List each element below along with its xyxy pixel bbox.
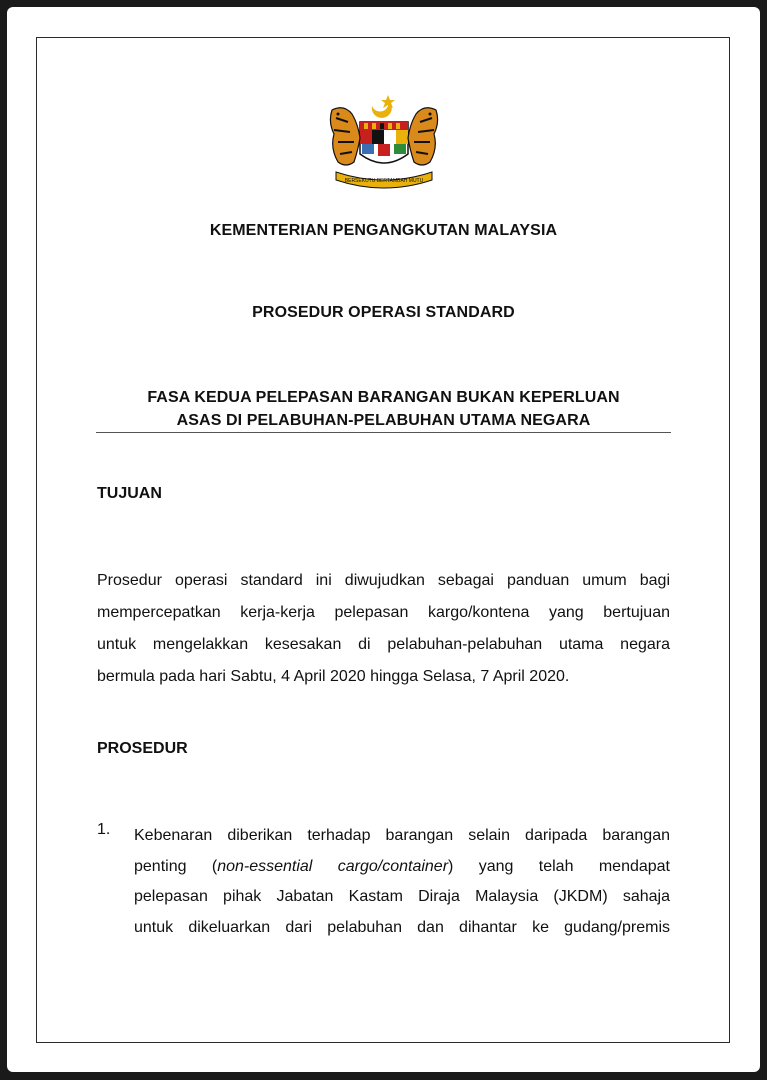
purpose-line: Prosedur operasi standard ini diwujudkan sebagai panduan umum bagi [97, 572, 670, 589]
coat-of-arms-icon [318, 92, 450, 192]
purpose-line: bermula pada hari Sabtu, 4 April 2020 hingga Selasa, 7 April 2020. [97, 668, 570, 685]
purpose-line: untuk mengelakkan kesesakan di pelabuhan-pelabuhan utama negara [97, 636, 670, 653]
list-item-text [134, 821, 670, 943]
section-heading-procedure: PROSEDUR [97, 740, 188, 757]
list-item-number: 1. [97, 821, 111, 838]
list-item-line: untuk dikeluarkan dari pelabuhan dan dihantar ke gudang/premis [134, 918, 670, 936]
svg-text:BERSEKUTU BERTAMBAH MUTU: BERSEKUTU BERTAMBAH MUTU [344, 178, 424, 184]
list-item-line-pre: penting ( [134, 857, 218, 875]
list-item-line: pelepasan pihak Jabatan Kastam Diraja Malaysia (JKDM) sahaja [134, 888, 670, 905]
subject-title [0, 386, 767, 432]
purpose-paragraph [97, 565, 670, 693]
title-divider [96, 432, 671, 433]
list-item-line-post: ) yang telah mendapat [448, 857, 670, 875]
purpose-line: mempercepatkan kerja-kerja pelepasan kargo/kontena yang bertujuan [97, 604, 670, 621]
subject-title-line1: FASA KEDUA PELEPASAN BARANGAN BUKAN KEPERLUAN [147, 389, 620, 406]
subject-title-line2: ASAS DI PELABUHAN-PELABUHAN UTAMA NEGARA [176, 412, 591, 429]
document-type-title: PROSEDUR OPERASI STANDARD [252, 304, 515, 321]
list-item-line [134, 852, 670, 883]
section-heading-purpose: TUJUAN [97, 485, 162, 502]
list-item-line: Kebenaran diberikan terhadap barangan selain daripada barangan [134, 827, 670, 844]
ministry-title: KEMENTERIAN PENGANGKUTAN MALAYSIA [209, 222, 558, 239]
list-item-line-italic: non-essential cargo/container [217, 857, 449, 875]
